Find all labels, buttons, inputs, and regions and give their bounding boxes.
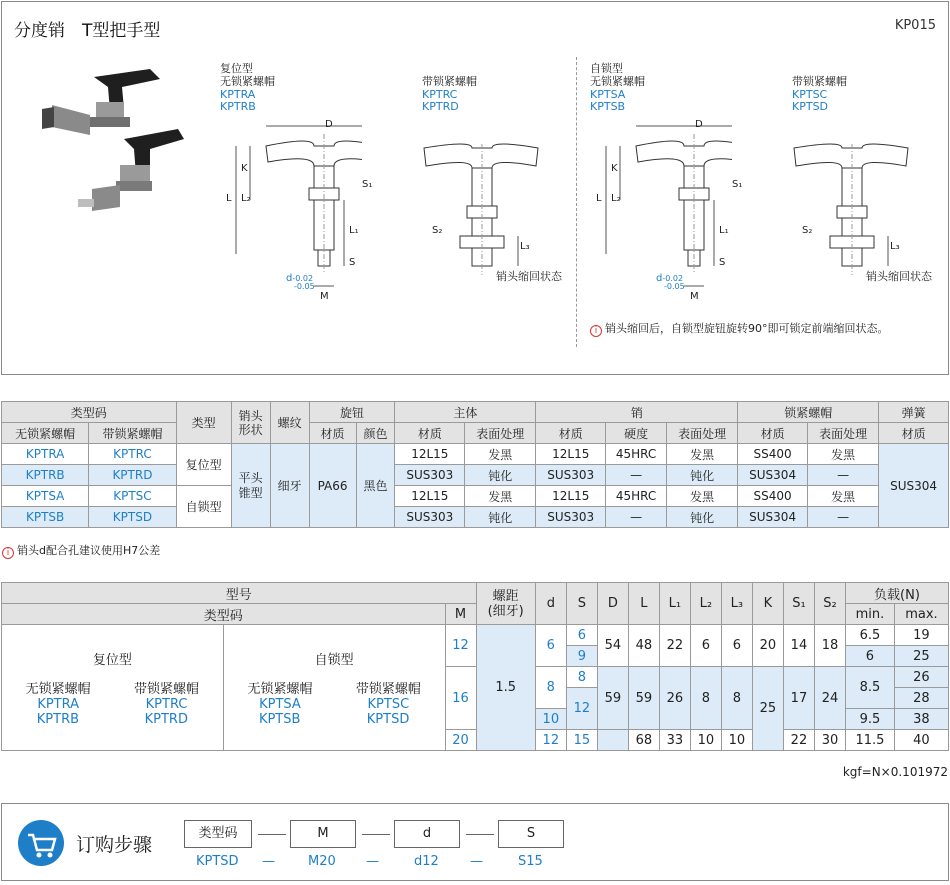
order-box-S: S: [498, 820, 564, 848]
right-nut-label: 带锁紧螺帽: [792, 75, 847, 88]
code-kptsa: KPTSA: [590, 88, 626, 101]
th-S: S: [566, 583, 597, 625]
dim-d-tol-1: -0.05: [294, 282, 315, 291]
cell-S: 6: [566, 625, 597, 646]
cell: 发黑: [807, 486, 878, 507]
dim-S-1: S: [349, 257, 356, 268]
cell-max: 25: [894, 646, 948, 667]
dim-L1-1: L₁: [349, 225, 359, 236]
table-row: [2, 486, 949, 507]
dim-L3-2: L₃: [890, 241, 900, 252]
drawing-self-nut: [790, 140, 910, 280]
table-row: [2, 465, 949, 486]
cell-M: 12: [445, 625, 476, 667]
th-pitch: 螺距 (细牙): [476, 583, 535, 625]
cell-K: 20: [752, 625, 783, 667]
order-example-M: M20: [308, 854, 336, 869]
cell: SUS303: [395, 465, 465, 486]
th-pin-hard: 硬度: [606, 423, 667, 444]
cell-max: 40: [894, 730, 948, 751]
dim-D-2: D: [695, 119, 703, 130]
cell-L3: 6: [721, 625, 752, 667]
th-nut-surf: 表面处理: [807, 423, 878, 444]
cell-K: 25: [752, 667, 783, 751]
dim-L-1: L: [226, 193, 232, 204]
cell: 发黑: [807, 444, 878, 465]
left-nut-label: 带锁紧螺帽: [422, 75, 477, 88]
h7-note: i 销头d配合孔建议使用H7公差: [2, 542, 160, 559]
retract-label-2: 销头缩回状态: [866, 270, 932, 283]
cell-code: KPTRD: [89, 465, 176, 486]
cell-L: 68: [628, 730, 659, 751]
dim-D-1: D: [325, 119, 333, 130]
right-type-label: 自锁型: [590, 62, 623, 75]
dim-K-2: K: [611, 163, 618, 174]
product-photo: [32, 57, 202, 227]
dim-S-2: S: [719, 257, 726, 268]
cell-max: 28: [894, 688, 948, 709]
dim-L3-1: L₃: [520, 241, 530, 252]
order-box-M: M: [290, 820, 356, 848]
cell-d: 8: [535, 667, 566, 709]
th-L2: L₂: [690, 583, 721, 625]
dim-S1-2: S₁: [732, 179, 743, 190]
cell-code: KPTSA: [2, 486, 89, 507]
cell-knob-color: 黑色: [356, 444, 395, 528]
retract-label-1: 销头缩回状态: [496, 270, 562, 283]
th-K: K: [752, 583, 783, 625]
cell-d: 12: [535, 730, 566, 751]
cell-code: KPTRA: [2, 444, 89, 465]
th-min: min.: [845, 604, 894, 625]
order-panel: [1, 803, 949, 881]
cell-max: 19: [894, 625, 948, 646]
dim-S1-1: S₁: [362, 179, 373, 190]
th-body-surf: 表面处理: [465, 423, 536, 444]
cell: —: [807, 465, 878, 486]
th-locknut: 锁紧螺帽: [738, 402, 879, 423]
cell-min: 6: [845, 646, 894, 667]
cell-code: KPTSD: [89, 507, 176, 528]
th-L3: L₃: [721, 583, 752, 625]
code-kptrb: KPTRB: [220, 100, 256, 113]
th-nut: 带锁紧螺帽: [89, 423, 176, 444]
th-L1: L₁: [659, 583, 690, 625]
drawing-reset-nut: [420, 140, 540, 280]
cell-pin-shape: 平头 锥型: [231, 444, 270, 528]
code-kptrc: KPTRC: [422, 88, 458, 101]
cart-icon: [18, 820, 64, 866]
cell-pitch: 1.5: [476, 625, 535, 751]
th-body-mat: 材质: [395, 423, 465, 444]
th-L: L: [628, 583, 659, 625]
lock-note: i 销头缩回后，自锁型旋钮旋转90°即可锁定前端缩回状态。: [590, 320, 889, 337]
cell-min: 11.5: [845, 730, 894, 751]
cell: 45HRC: [606, 444, 667, 465]
cell: —: [606, 465, 667, 486]
cell: 12L15: [395, 444, 465, 465]
th-knob-color: 颜色: [356, 423, 395, 444]
cell-L2: 10: [690, 730, 721, 751]
cell-S2: 30: [814, 730, 845, 751]
th-max: max.: [894, 604, 948, 625]
cell-type: 自锁型: [176, 486, 231, 528]
th-typecode: 类型码: [2, 402, 177, 423]
th-body: 主体: [395, 402, 536, 423]
cell: 12L15: [536, 444, 606, 465]
order-example-typecode: KPTSD: [196, 854, 239, 869]
cell-S2: 24: [814, 667, 845, 730]
table-row: [2, 625, 949, 646]
cell: 钝化: [465, 465, 536, 486]
cell: 发黑: [465, 486, 536, 507]
th-nut-mat: 材质: [738, 423, 808, 444]
cell-M: 20: [445, 730, 476, 751]
th-M: M: [445, 604, 476, 625]
cell-L3: 10: [721, 730, 752, 751]
cell: 12L15: [536, 486, 606, 507]
cell-min: 9.5: [845, 709, 894, 730]
info-icon: i: [2, 547, 14, 559]
th-D: D: [597, 583, 628, 625]
cell-L3: 8: [721, 667, 752, 730]
cell: SS400: [738, 444, 808, 465]
cell: SUS303: [536, 507, 606, 528]
order-sep: [466, 834, 494, 835]
dim-L2-1: L₂: [241, 193, 251, 204]
order-box-typecode: 类型码: [184, 820, 252, 848]
product-panel: [1, 1, 949, 375]
cell: 发黑: [465, 444, 536, 465]
dim-d-2: d-0.02: [656, 273, 684, 284]
left-type-label: 复位型: [220, 62, 253, 75]
cell: —: [807, 507, 878, 528]
dim-S2-1: S₂: [432, 225, 443, 236]
order-example-sep: —: [366, 854, 379, 869]
page-title: 分度销 T型把手型: [14, 21, 161, 41]
cell-L: 48: [628, 625, 659, 667]
cell-code: KPTSB: [2, 507, 89, 528]
order-box-d: d: [394, 820, 460, 848]
cell-M: 16: [445, 667, 476, 730]
cell-type: 复位型: [176, 444, 231, 486]
th-nonut: 无锁紧螺帽: [2, 423, 89, 444]
dim-M-2: M: [690, 291, 699, 302]
dim-d-tol-2: -0.05: [664, 282, 685, 291]
cell-reset-codes: 复位型 无锁紧螺帽 带锁紧螺帽 KPTRA KPTRC KPTRB KPTRD: [2, 625, 224, 751]
cell-S1: 22: [783, 730, 814, 751]
cell-L1: 22: [659, 625, 690, 667]
order-title: 订购步骤: [76, 834, 153, 856]
dim-L-2: L: [596, 193, 602, 204]
cell-min: 8.5: [845, 667, 894, 709]
code-kptra: KPTRA: [220, 88, 256, 101]
cell: 钝化: [667, 507, 738, 528]
th-pin-shape: 销头 形状: [231, 402, 270, 444]
th-load: 负载(N): [845, 583, 948, 604]
cell-min: 6.5: [845, 625, 894, 646]
code-kptsd: KPTSD: [792, 100, 829, 113]
cell-d: 10: [535, 709, 566, 730]
cell-d: 6: [535, 625, 566, 667]
cell-S: 12: [566, 688, 597, 730]
th-type: 类型: [176, 402, 231, 444]
cell-D: 59: [597, 667, 628, 730]
cell-self-codes: 自锁型 无锁紧螺帽 带锁紧螺帽 KPTSA KPTSC KPTSB KPTSD: [223, 625, 445, 751]
group-divider: [576, 57, 577, 347]
cell: SUS303: [536, 465, 606, 486]
th-pin-mat: 材质: [536, 423, 606, 444]
order-example-sep: —: [262, 854, 275, 869]
th-knob-mat: 材质: [309, 423, 356, 444]
cell: 发黑: [667, 444, 738, 465]
cell-L2: 6: [690, 625, 721, 667]
table-row: [2, 507, 949, 528]
th-model: 型号: [2, 583, 477, 604]
th-thread: 螺纹: [270, 402, 309, 444]
th-spring-mat: 材质: [879, 423, 949, 444]
order-example-S: S15: [518, 854, 543, 869]
cell-S1: 17: [783, 667, 814, 730]
material-table: [1, 401, 949, 528]
cell-L1: 26: [659, 667, 690, 730]
dimension-table: [1, 582, 949, 751]
cell-S: 9: [566, 646, 597, 667]
cell-L2: 8: [690, 667, 721, 730]
cell-thread: 细牙: [270, 444, 309, 528]
dim-K-1: K: [241, 163, 248, 174]
order-example-sep: —: [470, 854, 483, 869]
cell: SUS304: [738, 507, 808, 528]
cell: 钝化: [667, 465, 738, 486]
cell: 45HRC: [606, 486, 667, 507]
th-typecode: 类型码: [2, 604, 446, 625]
order-example-d: d12: [414, 854, 439, 869]
cell-D: 54: [597, 625, 628, 667]
product-code: KP015: [894, 18, 936, 33]
left-nonut-label: 无锁紧螺帽: [220, 75, 275, 88]
dim-M-1: M: [320, 291, 329, 302]
dim-L2-2: L₂: [611, 193, 621, 204]
th-knob: 旋钮: [309, 402, 395, 423]
cell-max: 38: [894, 709, 948, 730]
cell-max: 26: [894, 667, 948, 688]
right-nonut-label: 无锁紧螺帽: [590, 75, 645, 88]
th-pin: 销: [536, 402, 738, 423]
dim-L1-2: L₁: [719, 225, 729, 236]
th-S1: S₁: [783, 583, 814, 625]
cell-S1: 14: [783, 625, 814, 667]
th-S2: S₂: [814, 583, 845, 625]
cell: 12L15: [395, 486, 465, 507]
cell: SUS303: [395, 507, 465, 528]
info-icon: i: [590, 325, 602, 337]
cell-L1: 33: [659, 730, 690, 751]
cell-S2: 18: [814, 625, 845, 667]
dim-d-1: d-0.02: [286, 273, 314, 284]
cell: 钝化: [465, 507, 536, 528]
cell-S: 8: [566, 667, 597, 688]
cell-code: KPTSC: [89, 486, 176, 507]
code-kptsc: KPTSC: [792, 88, 828, 101]
cell: 发黑: [667, 486, 738, 507]
order-sep: [362, 834, 390, 835]
cell-spring-mat: SUS304: [879, 444, 949, 528]
code-kptsb: KPTSB: [590, 100, 626, 113]
code-kptrd: KPTRD: [422, 100, 459, 113]
cell-D-empty: [597, 730, 628, 751]
cell-L: 59: [628, 667, 659, 730]
th-spring: 弹簧: [879, 402, 949, 423]
cell-code: KPTRB: [2, 465, 89, 486]
cell-knob-mat: PA66: [309, 444, 356, 528]
cell: —: [606, 507, 667, 528]
cell-code: KPTRC: [89, 444, 176, 465]
kgf-note: kgf=N×0.101972: [842, 765, 948, 779]
cell: SS400: [738, 486, 808, 507]
cell: SUS304: [738, 465, 808, 486]
table-row: [2, 444, 949, 465]
th-d: d: [535, 583, 566, 625]
dim-S2-2: S₂: [802, 225, 813, 236]
cell-S: 15: [566, 730, 597, 751]
order-sep: [258, 834, 286, 835]
th-pin-surf: 表面处理: [667, 423, 738, 444]
